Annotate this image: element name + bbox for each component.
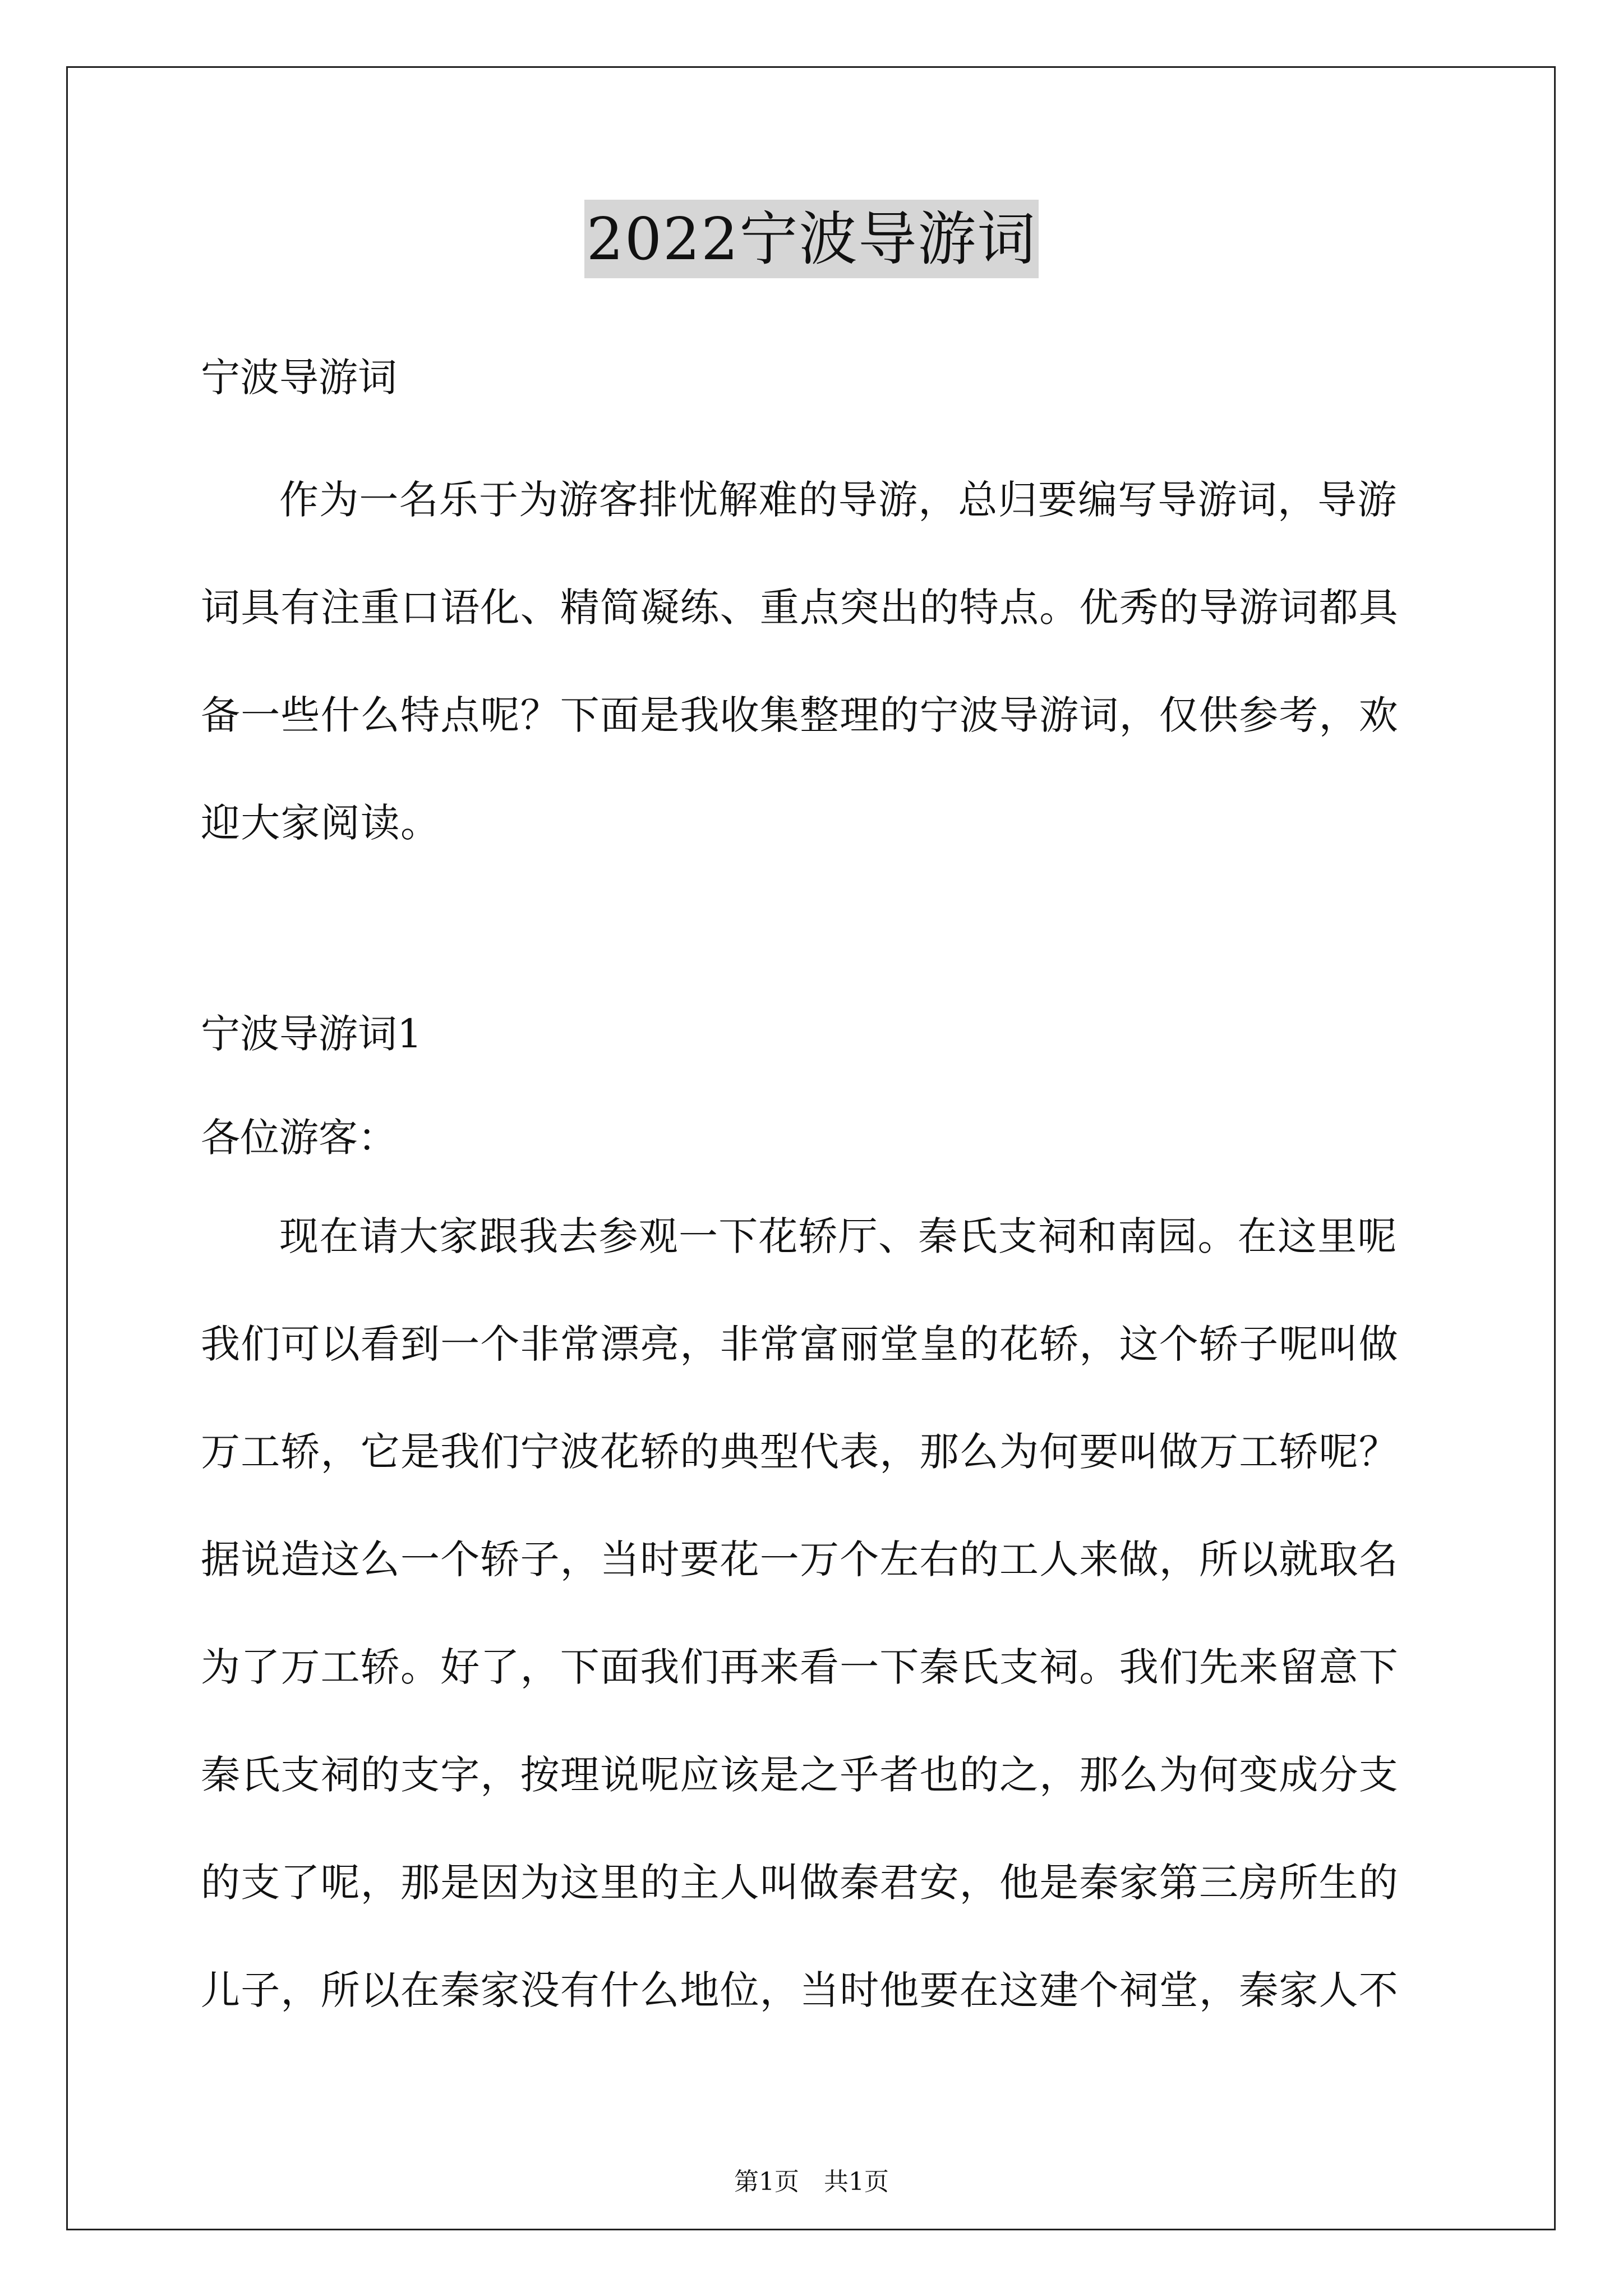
page-footer: 第1页 共1页	[734, 2168, 889, 2196]
section-heading: 宁波导游词1	[201, 1011, 422, 1057]
title-container	[0, 200, 1623, 278]
intro-paragraph: 作为一名乐于为游客排忧解难的导游，总归要编写导游词，导游词具有注重口语化、精简凝练、重点突出的特点。优秀的导游词都具备一些什么特点呢？下面是我收集整理的宁波导游词，仅供参考，欢迎大家阅读。	[201, 477, 1399, 846]
document-subtitle: 宁波导游词	[201, 355, 397, 401]
document-title: 2022宁波导游词	[584, 200, 1039, 278]
body-paragraph: 现在请大家跟我去参观一下花轿厅、秦氏支祠和南园。在这里呢我们可以看到一个非常漂亮，非常富丽堂皇的花轿，这个轿子呢叫做万工轿，它是我们宁波花轿的典型代表，那么为何要叫做万工轿呢？据说造这么一个轿子，当时要花一万个左右的工人来做，所以就取名为了万工轿。好了，下面我们再来看一下秦氏支祠。我们先来留意下秦氏支祠的支字，按理说呢应该是之乎者也的之，那么为何变成分支的支了呢，那是因为这里的主人叫做秦君安，他是秦家第三房所生的儿子，所以在秦家没有什么地位，当时他要在这建个祠堂，秦家人不	[201, 1213, 1399, 2013]
greeting: 各位游客：	[201, 1115, 397, 1161]
